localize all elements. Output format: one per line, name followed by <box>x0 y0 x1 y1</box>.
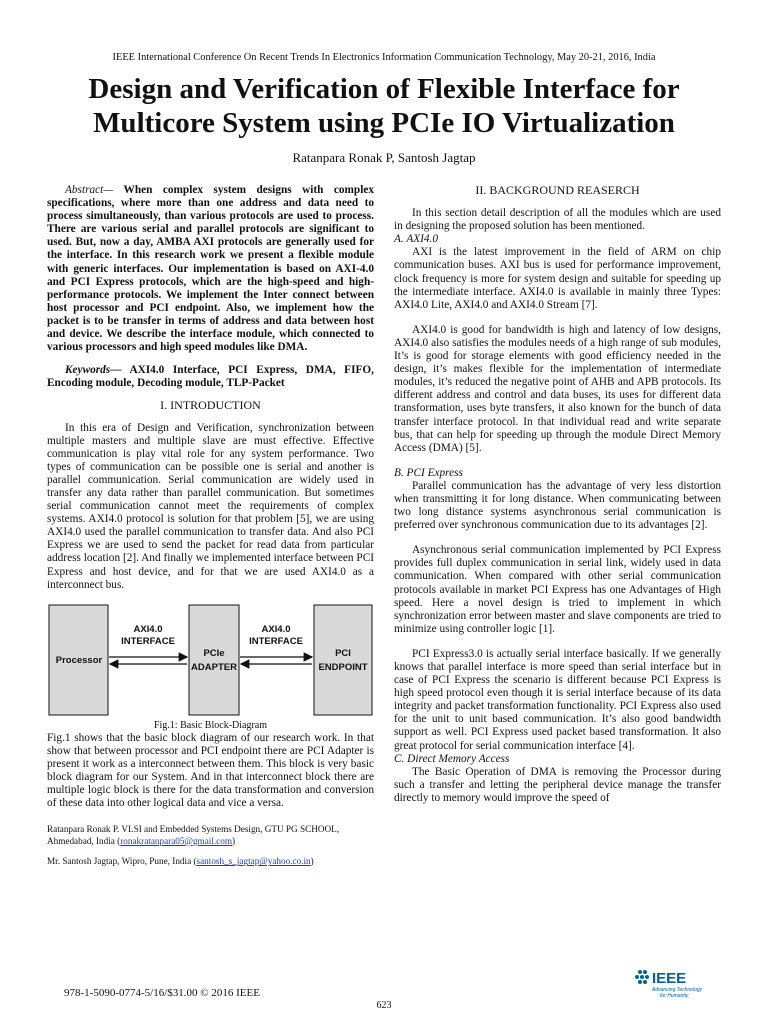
abstract-text: When complex system designs with complex specifications, where more than one address and data need to process simultaneously, than various protocols are used to process. There are various serial and parallel protocols are significant to used. But, now a day, AMBA AXI protocols are generally used for the interface. In this research work we present a flexible module with generic interfaces. Our implementation is based on AXI-4.0 and PCI Express protocols, which are the high-speed and high-performance protocols. We implement the Inter connect between host processor and PCI endpoint. Also, we implement how the packet is to be transfer in terms of address and data between host and device. We describe the interface module, which connected to various processors and high speed modules like DMA. <box>47 184 374 354</box>
processor-label: Processor <box>55 654 103 666</box>
endpoint-label: ENDPOINT <box>318 661 368 673</box>
footnote-2 <box>47 856 374 868</box>
footnote-2-text: Mr. Santosh Jagtap, Wipro, Pune, India ( <box>47 856 197 867</box>
title-line-1: Design and Verification of Flexible Interface for <box>88 73 680 105</box>
subsection-b-heading: B. PCI Express <box>394 466 463 479</box>
pci-paragraph-1: Parallel communication has the advantage of very less distortion when transmitting it for long distance. When communicating between two long distance systems asynchronous serial communication is preferred over synchronous communication due to its advantages [2]. <box>394 479 721 532</box>
pci-paragraph-3: PCI Express3.0 is actually serial interface basically. If we generally knows that parallel interface is more speed than serial interface but in case of PCI Express the scenario is different because PCI Express is high speed protocol even though it is serial interface because of its data integrity and packet transformation functionality. PCI Express also used for the unit to unit based communication. It’s also good bandwidth support as well. PCI Express used packet based transformation. It also great protocol for serial communication interface [4]. <box>394 647 721 752</box>
left-column <box>47 184 374 868</box>
ieee-tagline-2: for Humanity <box>660 993 689 999</box>
figure-caption: Fig.1: Basic Block-Diagram <box>153 719 268 731</box>
section-2-heading: II. BACKGROUND REASERCH <box>475 183 640 197</box>
ieee-tagline-1: Advancing Technology <box>652 987 703 993</box>
pci-endpoint-block <box>314 605 372 715</box>
section-1-heading: I. INTRODUCTION <box>160 398 261 413</box>
subsection-c-heading: C. Direct Memory Access <box>394 752 510 765</box>
footnote-2-end: ) <box>310 856 314 867</box>
keywords <box>47 364 374 390</box>
axi-paragraph-2: AXI4.0 is good for bandwidth is high and latency of low designs, AXI4.0 also satisfies the modules needs of a high range of sub modules, It’s is good for storage elements with good efficiency needed in the design, it’s makes flexible for the implementation of intermediate modules, it’s reduced the negative point of AHB and APB protocols. Its different address and control and data buses, its uses for different data transformation, uses byte transfers, it also known for the bunch of data transfer interface protocol. In that individual read and write separate bus, that can help for speeding up through the module Direct Memory Access (DMA) [5]. <box>394 323 721 454</box>
axi-label-2: AXI4.0 <box>261 623 291 635</box>
intro-paragraph: In this era of Design and Verification, synchronization between multiple masters and multiple slave are must effective. Effective communication is play vital role for any system performance. Two types of communication can be possible one is serial and another is parallel communication. Serial communication are widely used in transfer any data rather than parallel communication. But sometimes serial communication cannot meet the requirements of complex systems. AXI4.0 protocol is solution for that problem [5], we are using AXI4.0 used the parallel communication to transfer data. And also PCI Express we are used to send the packet for read data from particular address location [2]. And finally we implemented interface between PCI Express and host device, and for that we are used AXI4.0 as a interconnect bus. <box>47 421 374 591</box>
authors: Ratanpara Ronak P, Santosh Jagtap <box>292 150 476 165</box>
paper-title <box>0 72 768 140</box>
ieee-globe-icon <box>635 970 649 984</box>
ieee-logo-svg <box>630 964 720 1000</box>
title-line-2: Multicore System using PCIe IO Virtualization <box>93 107 675 139</box>
email-link-2[interactable]: santosh_s_jagtap@yahoo.co.in <box>196 856 311 867</box>
background-paragraph: In this section detail description of all the modules which are used in designing the proposed solution has been mentioned. <box>394 207 721 233</box>
pci-paragraph-2: Asynchronous serial communication implemented by PCI Express provides full duplex communication in serial link, widely used in data communication. When compared with other serial communication protocols available in market PCI Express has one Advantages of High speed. Here a novel design is tried to implement in which synchronization error between master and slave components are tried to minimize using controller logic [1]. <box>394 544 721 635</box>
right-column <box>394 184 721 805</box>
block-diagram <box>47 602 374 717</box>
footnote-1-text: Ratanpara Ronak P. VLSI and Embedded Systems Design, GTU PG SCHOOL, Ahmedabad, India ( <box>47 824 340 846</box>
email-link-1[interactable]: ronakratanpara05@gmail.com <box>120 835 232 846</box>
footnote-1 <box>47 824 374 847</box>
pci-label: PCI <box>335 647 351 659</box>
conference-header: IEEE International Conference On Recent Trends In Electronics Information Communication Technology, May 20-21, 2016, India <box>112 52 656 63</box>
block-diagram-svg <box>47 602 374 717</box>
abstract <box>47 184 374 354</box>
interface-label-1: INTERFACE <box>121 635 175 647</box>
dma-paragraph: The Basic Operation of DMA is removing the Processor during such a transfer and letting the peripheral device manage the transfer directly to memory would improve the speed of <box>394 765 721 804</box>
copyright-line: 978-1-5090-0774-5/16/$31.00 © 2016 IEEE <box>64 987 260 999</box>
interface-label-2: INTERFACE <box>249 635 303 647</box>
footnote-1-end: ) <box>232 835 236 846</box>
ieee-wordmark: IEEE <box>652 970 687 987</box>
abstract-label: Abstract— <box>65 184 114 196</box>
adapter-label: ADAPTER <box>191 661 237 673</box>
pcie-label: PCIe <box>203 647 225 659</box>
ieee-logo <box>630 964 720 1000</box>
axi-label-1: AXI4.0 <box>133 623 163 635</box>
page-number: 623 <box>376 1000 392 1011</box>
keywords-label: Keywords— <box>65 364 122 377</box>
figure-paragraph: Fig.1 shows that the basic block diagram of our research work. In that show that between processor and PCI endpoint there are PCI Adapter is present it work as a interconnect between them. This block is very basic block diagram for our System. And in that interconnect block there are multiple logic block is there for the data transformation and conversion of these data into other logical data and vice a versa. <box>47 731 374 810</box>
axi-paragraph-1: AXI is the latest improvement in the field of ARM on chip communication buses. AXI bus is used for performance improvement, clock frequency is more for system design and suitable for speeding up the intermediate interface. AXI4.0 is available in mainly three Types: AXI4.0 Lite, AXI4.0 and AXI4.0 Stream [7]. <box>394 246 721 311</box>
subsection-a-heading: A. AXI4.0 <box>394 233 439 246</box>
pcie-adapter-block <box>189 605 239 715</box>
keywords-text: AXI4.0 Interface, PCI Express, DMA, FIFO, Encoding module, Decoding module, TLP-Packet <box>47 364 374 390</box>
